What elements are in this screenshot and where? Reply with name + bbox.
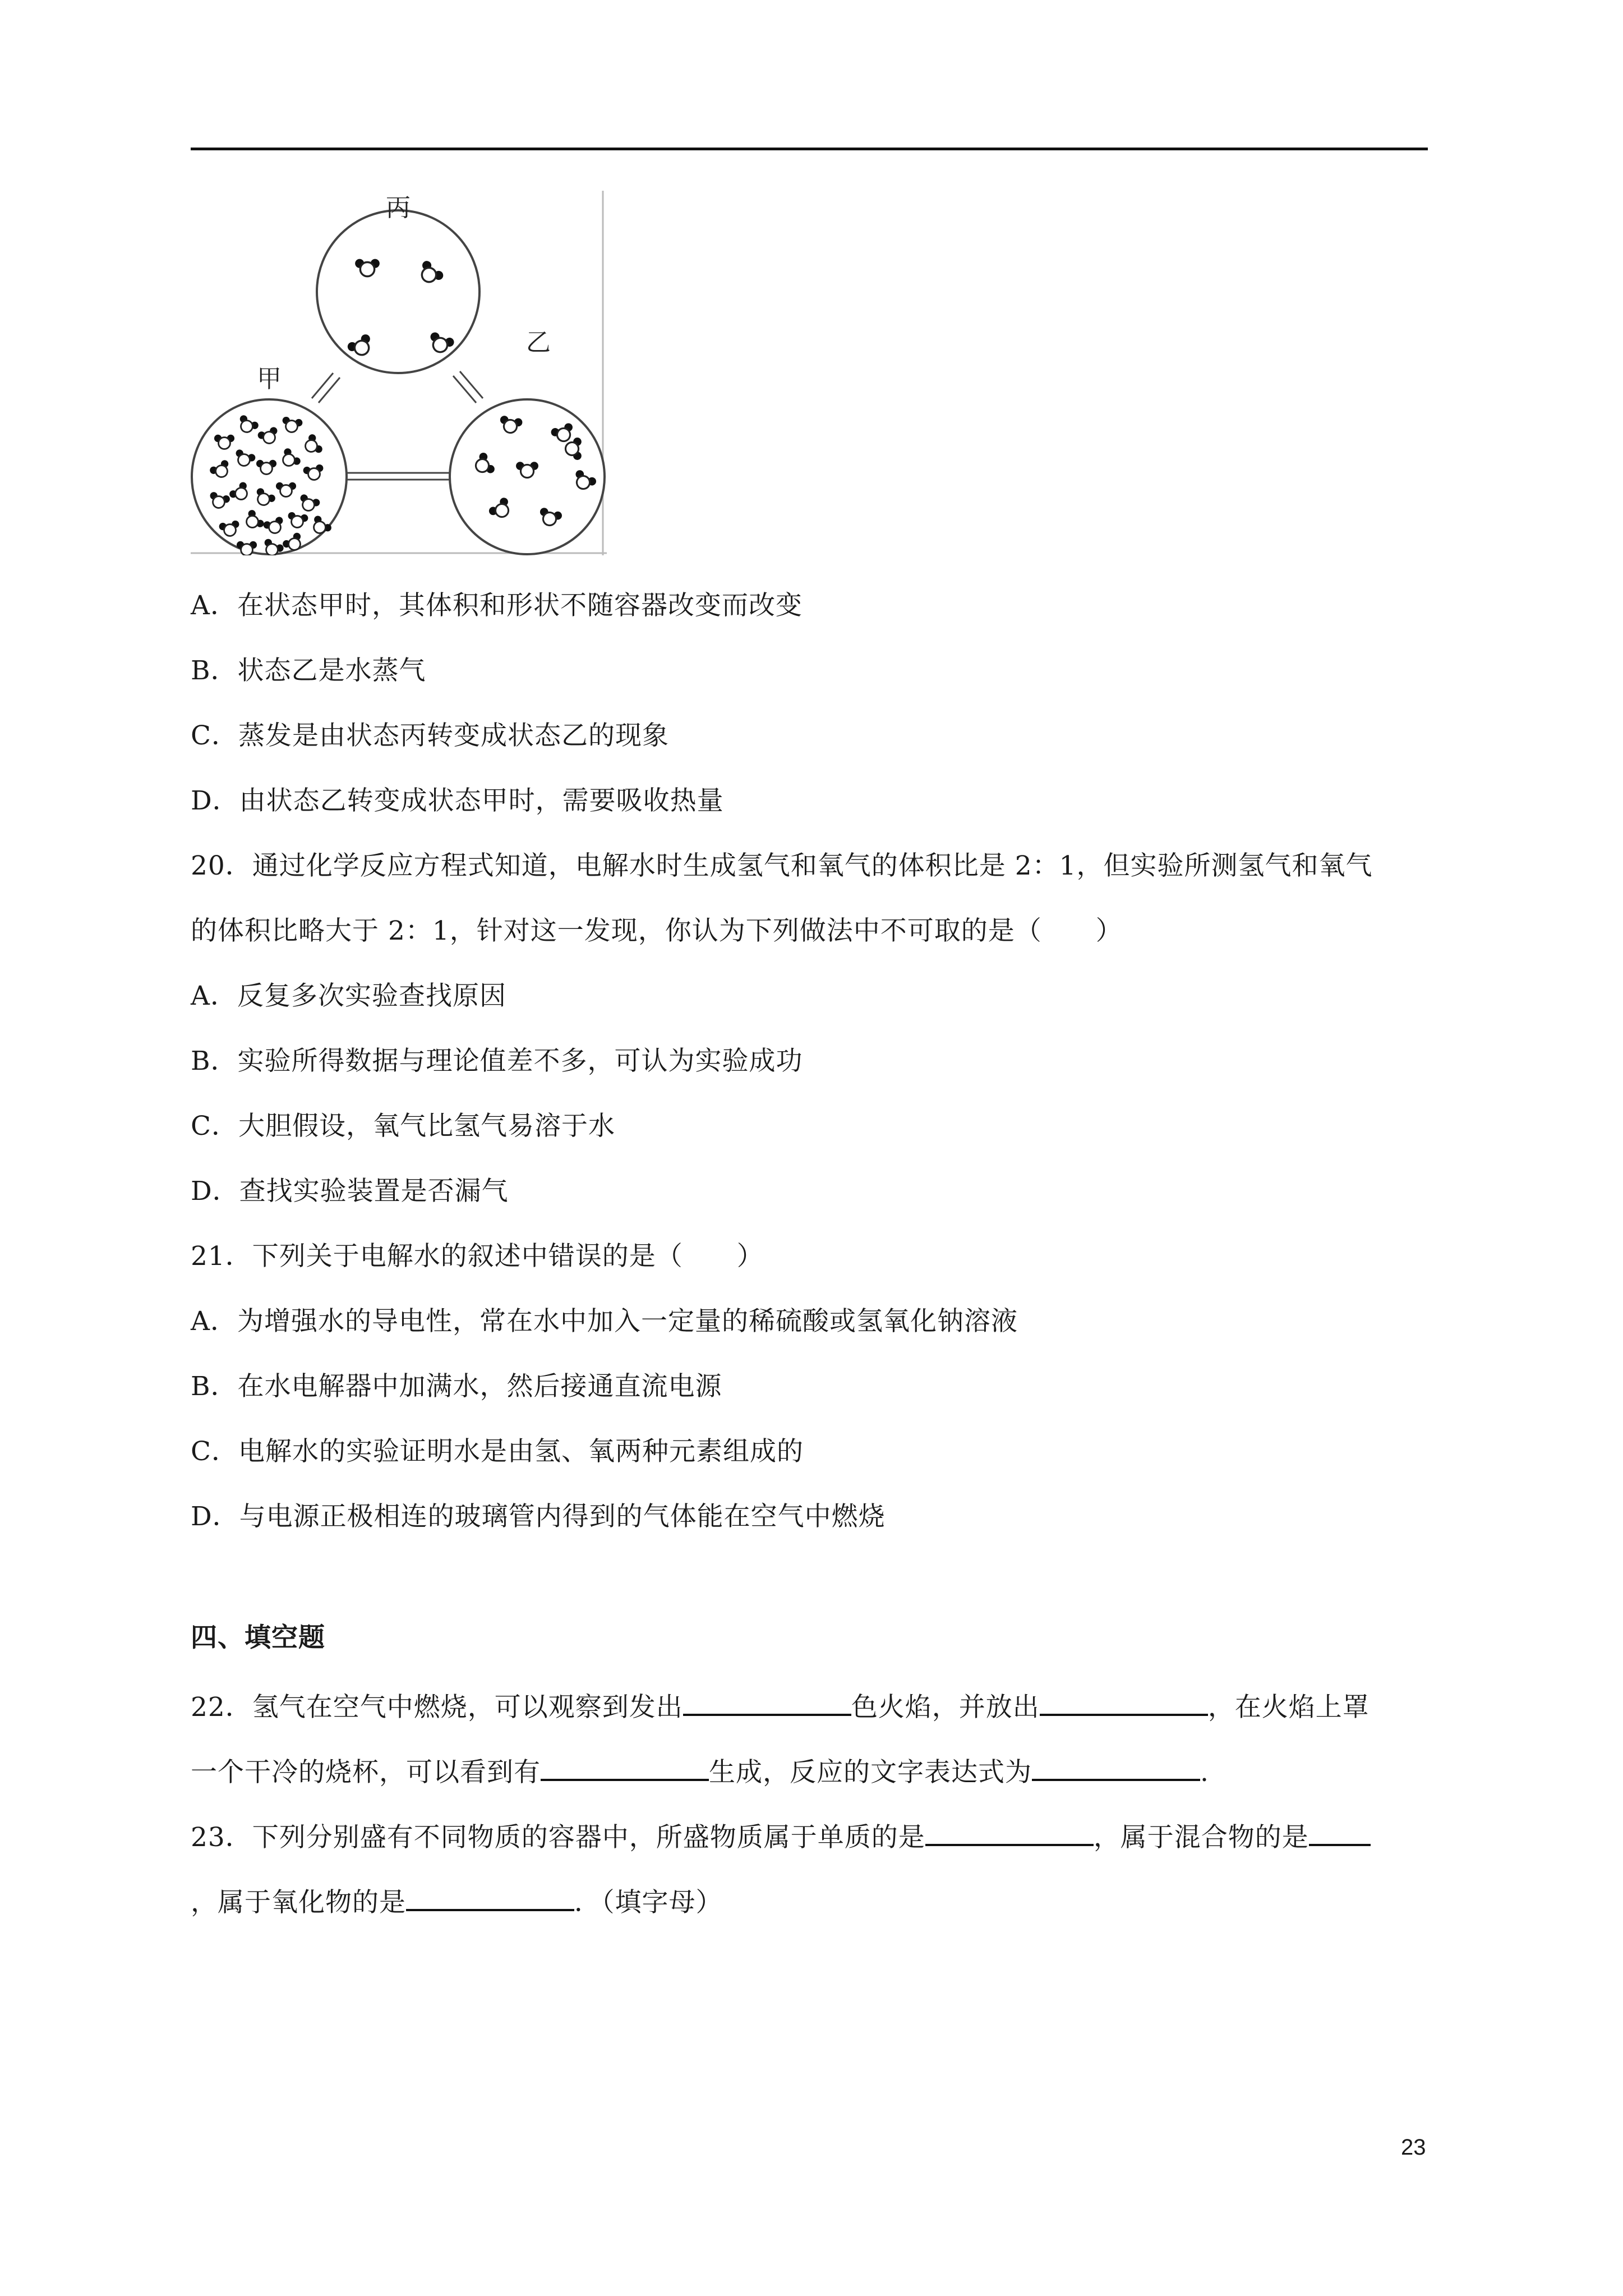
label-jia: 甲	[257, 365, 282, 393]
q23-text-3: ，属于氧化物的是	[191, 1887, 406, 1918]
q23-text-1: 23．下列分别盛有不同物质的容器中，所盛物质属于单质的是	[191, 1822, 925, 1853]
q22-blank-expression[interactable]	[1032, 1752, 1200, 1781]
q21-stem: 21．下列关于电解水的叙述中错误的是（ ）	[191, 1241, 764, 1272]
q19-option-d: D．由状态乙转变成状态甲时，需要吸收热量	[191, 785, 724, 816]
q23-line2	[191, 1882, 723, 1920]
q22-line1	[191, 1687, 1370, 1724]
q21-option-a: A．为增强水的导电性，常在水中加入一定量的稀硫酸或氢氧化钠溶液	[191, 1306, 1018, 1337]
label-bing: 丙	[386, 194, 411, 222]
q22-line2	[191, 1752, 1209, 1789]
q21-option-c: C．电解水的实验证明水是由氢、氧两种元素组成的	[191, 1436, 804, 1467]
q20-option-d: D．查找实验装置是否漏气	[191, 1176, 509, 1207]
q20-stem-line2: 的体积比略大于 2：1，针对这一发现，你认为下列做法中不可取的是（ ）	[191, 915, 1123, 946]
q23-blank-element[interactable]	[925, 1817, 1094, 1846]
q23-line1	[191, 1817, 1371, 1855]
q22-text-1: 22．氢气在空气中燃烧，可以观察到发出	[191, 1692, 683, 1723]
molecule-diagram	[191, 191, 607, 555]
q21-option-b: B．在水电解器中加满水，然后接通直流电源	[191, 1371, 722, 1402]
q22-text-4: 一个干冷的烧杯，可以看到有	[191, 1757, 541, 1788]
section-heading-fill-in: 四、填空题	[191, 1622, 325, 1653]
q22-blank-product[interactable]	[541, 1752, 709, 1781]
q19-option-a: A．在状态甲时，其体积和形状不随容器改变而改变	[191, 590, 803, 621]
label-yi: 乙	[526, 328, 551, 357]
q23-blank-oxide[interactable]	[406, 1882, 574, 1911]
q22-text-3: ，在火焰上罩	[1207, 1692, 1370, 1723]
state-bing-circle	[317, 210, 479, 373]
q22-text-6: .	[1200, 1757, 1209, 1788]
water-states-figure	[191, 191, 607, 555]
q21-option-d: D．与电源正极相连的玻璃管内得到的气体能在空气中燃烧	[191, 1501, 886, 1532]
q22-text-5: 生成，反应的文字表达式为	[709, 1757, 1032, 1788]
q20-option-c: C．大胆假设，氧气比氢气易溶于水	[191, 1111, 615, 1142]
q19-option-c: C．蒸发是由状态丙转变成状态乙的现象	[191, 720, 669, 751]
q19-option-b: B．状态乙是水蒸气	[191, 655, 426, 686]
header-rule	[191, 148, 1428, 150]
q23-text-4: ．（填字母）	[574, 1887, 723, 1918]
q20-option-b: B．实验所得数据与理论值差不多，可认为实验成功	[191, 1046, 803, 1076]
q22-text-2: 色火焰，并放出	[851, 1692, 1040, 1723]
q22-blank-flame-color[interactable]	[683, 1687, 851, 1716]
page-number: 23	[1401, 2135, 1426, 2160]
q23-blank-mixture[interactable]	[1309, 1817, 1371, 1846]
q20-option-a: A．反复多次实验查找原因	[191, 981, 506, 1011]
q20-stem-line1: 20．通过化学反应方程式知道，电解水时生成氢气和氧气的体积比是 2：1，但实验所测氢气和氧气	[191, 850, 1373, 881]
q22-blank-release[interactable]	[1040, 1687, 1208, 1716]
q23-text-2: ，属于混合物的是	[1093, 1822, 1309, 1853]
